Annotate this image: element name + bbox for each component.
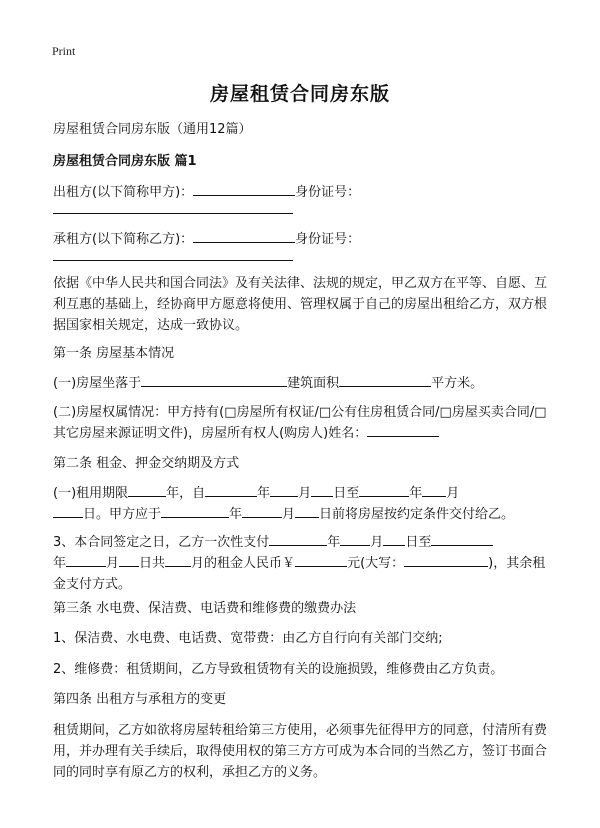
lessor-id-label: 身份证号： [295,185,361,200]
month-label: 月 [298,486,312,501]
month-label: 月 [282,507,296,522]
pay-end-year-blank[interactable] [431,532,493,546]
lessor-label: 出租方(以下简称甲方)： [53,185,194,200]
year-label: 年 [257,486,271,501]
delivery-label: 日。甲方应于 [83,507,162,522]
to-label: 日至 [405,535,432,550]
section-heading: 房屋租赁合同房东版 篇1 [53,154,197,169]
year-label: 年 [327,535,341,550]
pay-end-day-blank[interactable] [119,553,139,567]
delivery-day-blank[interactable] [295,504,319,518]
delivery-year-blank[interactable] [161,504,229,518]
term-years-blank[interactable] [128,483,166,497]
lessor-row [53,182,553,203]
uppercase-label: 元(大写： [347,556,405,571]
location-blank[interactable] [141,373,287,387]
year-label: 年 [409,486,423,501]
document-title: 房屋租赁合同房东版 [209,83,390,105]
pay-start-month-blank[interactable] [340,532,370,546]
area-label: 建筑面积 [287,376,340,391]
year-label: 年 [229,507,243,522]
area-unit: 平方米。 [431,376,484,391]
owner-name-blank[interactable] [367,423,439,437]
end-month-blank[interactable] [422,483,446,497]
month-label: 月 [446,486,460,501]
article-1-heading: 第一条 房屋基本情况 [53,346,175,361]
year-label: 年 [53,556,67,571]
article-2-heading: 第二条 租金、押金交纳期及方式 [53,456,240,471]
end-year-blank[interactable] [359,483,409,497]
pay-start-day-blank[interactable] [383,532,405,546]
article-3-heading: 第三条 水电费、保洁费、电话费和维修费的缴费办法 [53,601,357,616]
document-subtitle: 房屋租赁合同房东版（通用12篇） [53,122,252,137]
article-2-term [53,483,553,525]
total-label: 日共 [139,556,166,571]
article-3-item-2: 2、维修费：租赁期间，乙方导致租赁物有关的设施损毁，维修费由乙方负责。 [53,662,504,677]
rent-label: 月的租金人民币￥ [191,556,296,571]
intro-paragraph: 依据《中华人民共和国合同法》及有关法律、法规的规定，甲乙双方在平等、自愿、互利互惠的基础上，经协商甲方愿意将使用、管理权属于自己的房屋出租给乙方，双方根据国家相关规定，达成一致协议。 [53,276,548,333]
start-year-blank[interactable] [205,483,257,497]
lessee-name-blank[interactable] [193,229,295,243]
month-label: 月 [370,535,384,550]
article-1-ownership [53,402,553,444]
lessee-id-blank[interactable] [53,260,293,261]
ownership-text: (二)房屋权属情况：甲方持有(□房屋所有权证/□公有住房租赁合同/□房屋买卖合同/□其它房屋来源证明文件)，房屋所有权人(购房人)姓名： [53,405,547,441]
start-day-blank[interactable] [311,483,333,497]
delivery-tail: 日前将房屋按约定条件交付给乙。 [319,507,515,522]
article-4-heading: 第四条 出租方与承租方的变更 [53,692,227,707]
months-blank[interactable] [165,553,191,567]
rent-amount-blank[interactable] [295,553,347,567]
pay-end-month-blank[interactable] [66,553,106,567]
pay-start-year-blank[interactable] [269,532,327,546]
term-label: (一)租用期限 [53,486,129,501]
article-2-payment [53,532,553,595]
term-from-label: 年，自 [166,486,206,501]
payment-label: 3、本合同签定之日，乙方一次性支付 [53,535,270,550]
to-label: 日至 [333,486,360,501]
lessor-id-blank[interactable] [53,213,293,214]
delivery-month-blank[interactable] [242,504,282,518]
lessee-id-label: 身份证号： [295,232,361,247]
article-4-paragraph: 租赁期间，乙方如欲将房屋转租给第三方使用，必须事先征得甲方的同意，付清所有费用，并办理有关手续后，取得使用权的第三方方可成为本合同的当然乙方，签订书面合同的同时享有原乙方的权利，承担乙方的义务。 [53,723,548,780]
lessee-row [53,229,553,250]
start-month-blank[interactable] [270,483,298,497]
print-link[interactable]: Print [52,44,76,58]
lessor-name-blank[interactable] [193,182,295,196]
article-3-item-1: 1、保洁费、水电费、电话费、宽带费：由乙方自行向有关部门交纳; [53,631,443,646]
article-1-location [53,373,553,394]
area-blank[interactable] [339,373,431,387]
end-day-blank[interactable] [53,504,83,518]
lessee-label: 承租方(以下简称乙方)： [53,232,194,247]
location-label: (一)房屋坐落于 [53,376,142,391]
month-label: 月 [106,556,120,571]
payment-tail: )，其余租金支付方式。 [53,556,546,592]
rent-uppercase-blank[interactable] [404,553,488,567]
